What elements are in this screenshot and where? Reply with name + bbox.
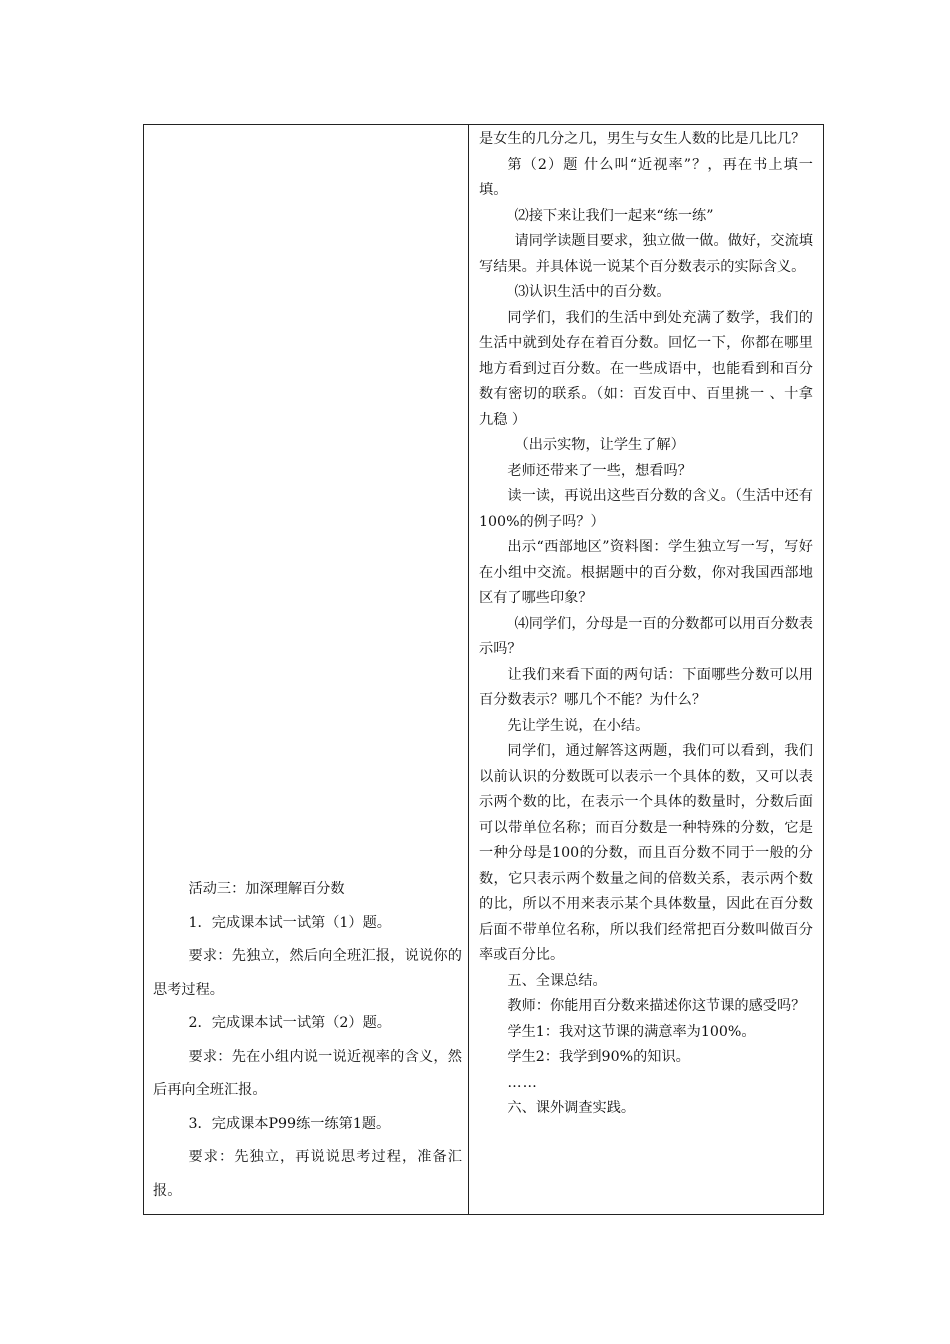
process-paragraph: 同学们，我们的生活中到处充满了数学，我们的生活中就到处存在着百分数。回忆一下，你都在哪里地方看到过百分数。在一些成语中，也能看到和百分数有密切的联系。（如：百发百中、百里挑一 、十拿九稳 ） — [479, 309, 813, 428]
process-subheading: ⑷同学们，分母是一百的分数都可以用百分数表示吗？ — [479, 615, 813, 657]
teaching-process-content — [479, 127, 813, 1122]
activity-content — [153, 873, 462, 1208]
process-subheading: ⑶认识生活中的百分数。 — [514, 284, 671, 300]
section-heading: 六、课外调查实践。 — [507, 1100, 636, 1116]
process-paragraph: 让我们来看下面的两句话：下面哪些分数可以用百分数表示？哪几个不能？为什么？ — [479, 666, 813, 708]
activity-item: 2．完成课本试一试第（2）题。 — [188, 1015, 391, 1031]
process-paragraph: 学生2：我学到90%的知识。 — [507, 1049, 690, 1065]
activity-heading: 活动三：加深理解百分数 — [188, 881, 345, 897]
activity-item: 3．完成课本P99练一练第1题。 — [188, 1115, 391, 1132]
process-paragraph: 先让学生说，在小结。 — [507, 717, 650, 734]
section-heading: 五、全课总结。 — [507, 972, 607, 989]
process-paragraph: 教师：你能用百分数来描述你这节课的感受吗？ — [507, 998, 806, 1014]
ellipsis: …… — [507, 1074, 538, 1091]
process-paragraph: 同学们，通过解答这两题，我们可以看到，我们以前认识的分数既可以表示一个具体的数，又可以表示两个数的比，在表示一个具体的数量时，分数后面可以带单位名称；而百分数是一种特殊的分数，它是一种分母是100的分数，而且百分数不同于一般的分数，它只表示两个数量之间的倍数关系，表示两个数的比，所以不用来表示某个具体数量，因此在百分数后面不带单位名称，所以我们经常把百分数叫做百分率或百分比。 — [479, 743, 813, 963]
activity-column — [144, 125, 469, 1214]
activity-item: 1．完成课本试一试第（1）题。 — [188, 914, 391, 931]
process-subheading: ⑵接下来让我们一起来“练一练” — [514, 207, 714, 224]
activity-requirement: 要求：先独立，再说说思考过程，准备汇报。 — [153, 1149, 462, 1199]
activity-requirement: 要求：先独立，然后向全班汇报，说说你的思考过程。 — [153, 948, 462, 998]
process-paragraph: 老师还带来了一些，想看吗？ — [507, 462, 692, 479]
process-paragraph: 请同学读题目要求，独立做一做。做好，交流填写结果。并具体说一说某个百分数表示的实际含义。 — [479, 233, 813, 275]
activity-requirement: 要求：先在小组内说一说近视率的含义，然后再向全班汇报。 — [153, 1048, 462, 1098]
process-paragraph: 学生1：我对这节课的满意率为100%。 — [507, 1023, 756, 1040]
process-paragraph: （出示实物，让学生了解） — [514, 437, 685, 453]
teaching-process-column — [469, 125, 823, 1214]
process-paragraph: 读一读，再说出这些百分数的含义。（生活中还有100%的例子吗？） — [479, 488, 813, 530]
process-paragraph: 第（2）题 什么叫“近视率”？，再在书上填一填。 — [479, 156, 813, 198]
process-paragraph: 出示“西部地区”资料图：学生独立写一写，写好在小组中交流。根据题中的百分数，你对我国西部地区有了哪些印象？ — [479, 539, 813, 606]
process-paragraph: 是女生的几分之几，男生与女生人数的比是几比几？ — [479, 131, 806, 147]
lesson-plan-table — [143, 124, 824, 1215]
